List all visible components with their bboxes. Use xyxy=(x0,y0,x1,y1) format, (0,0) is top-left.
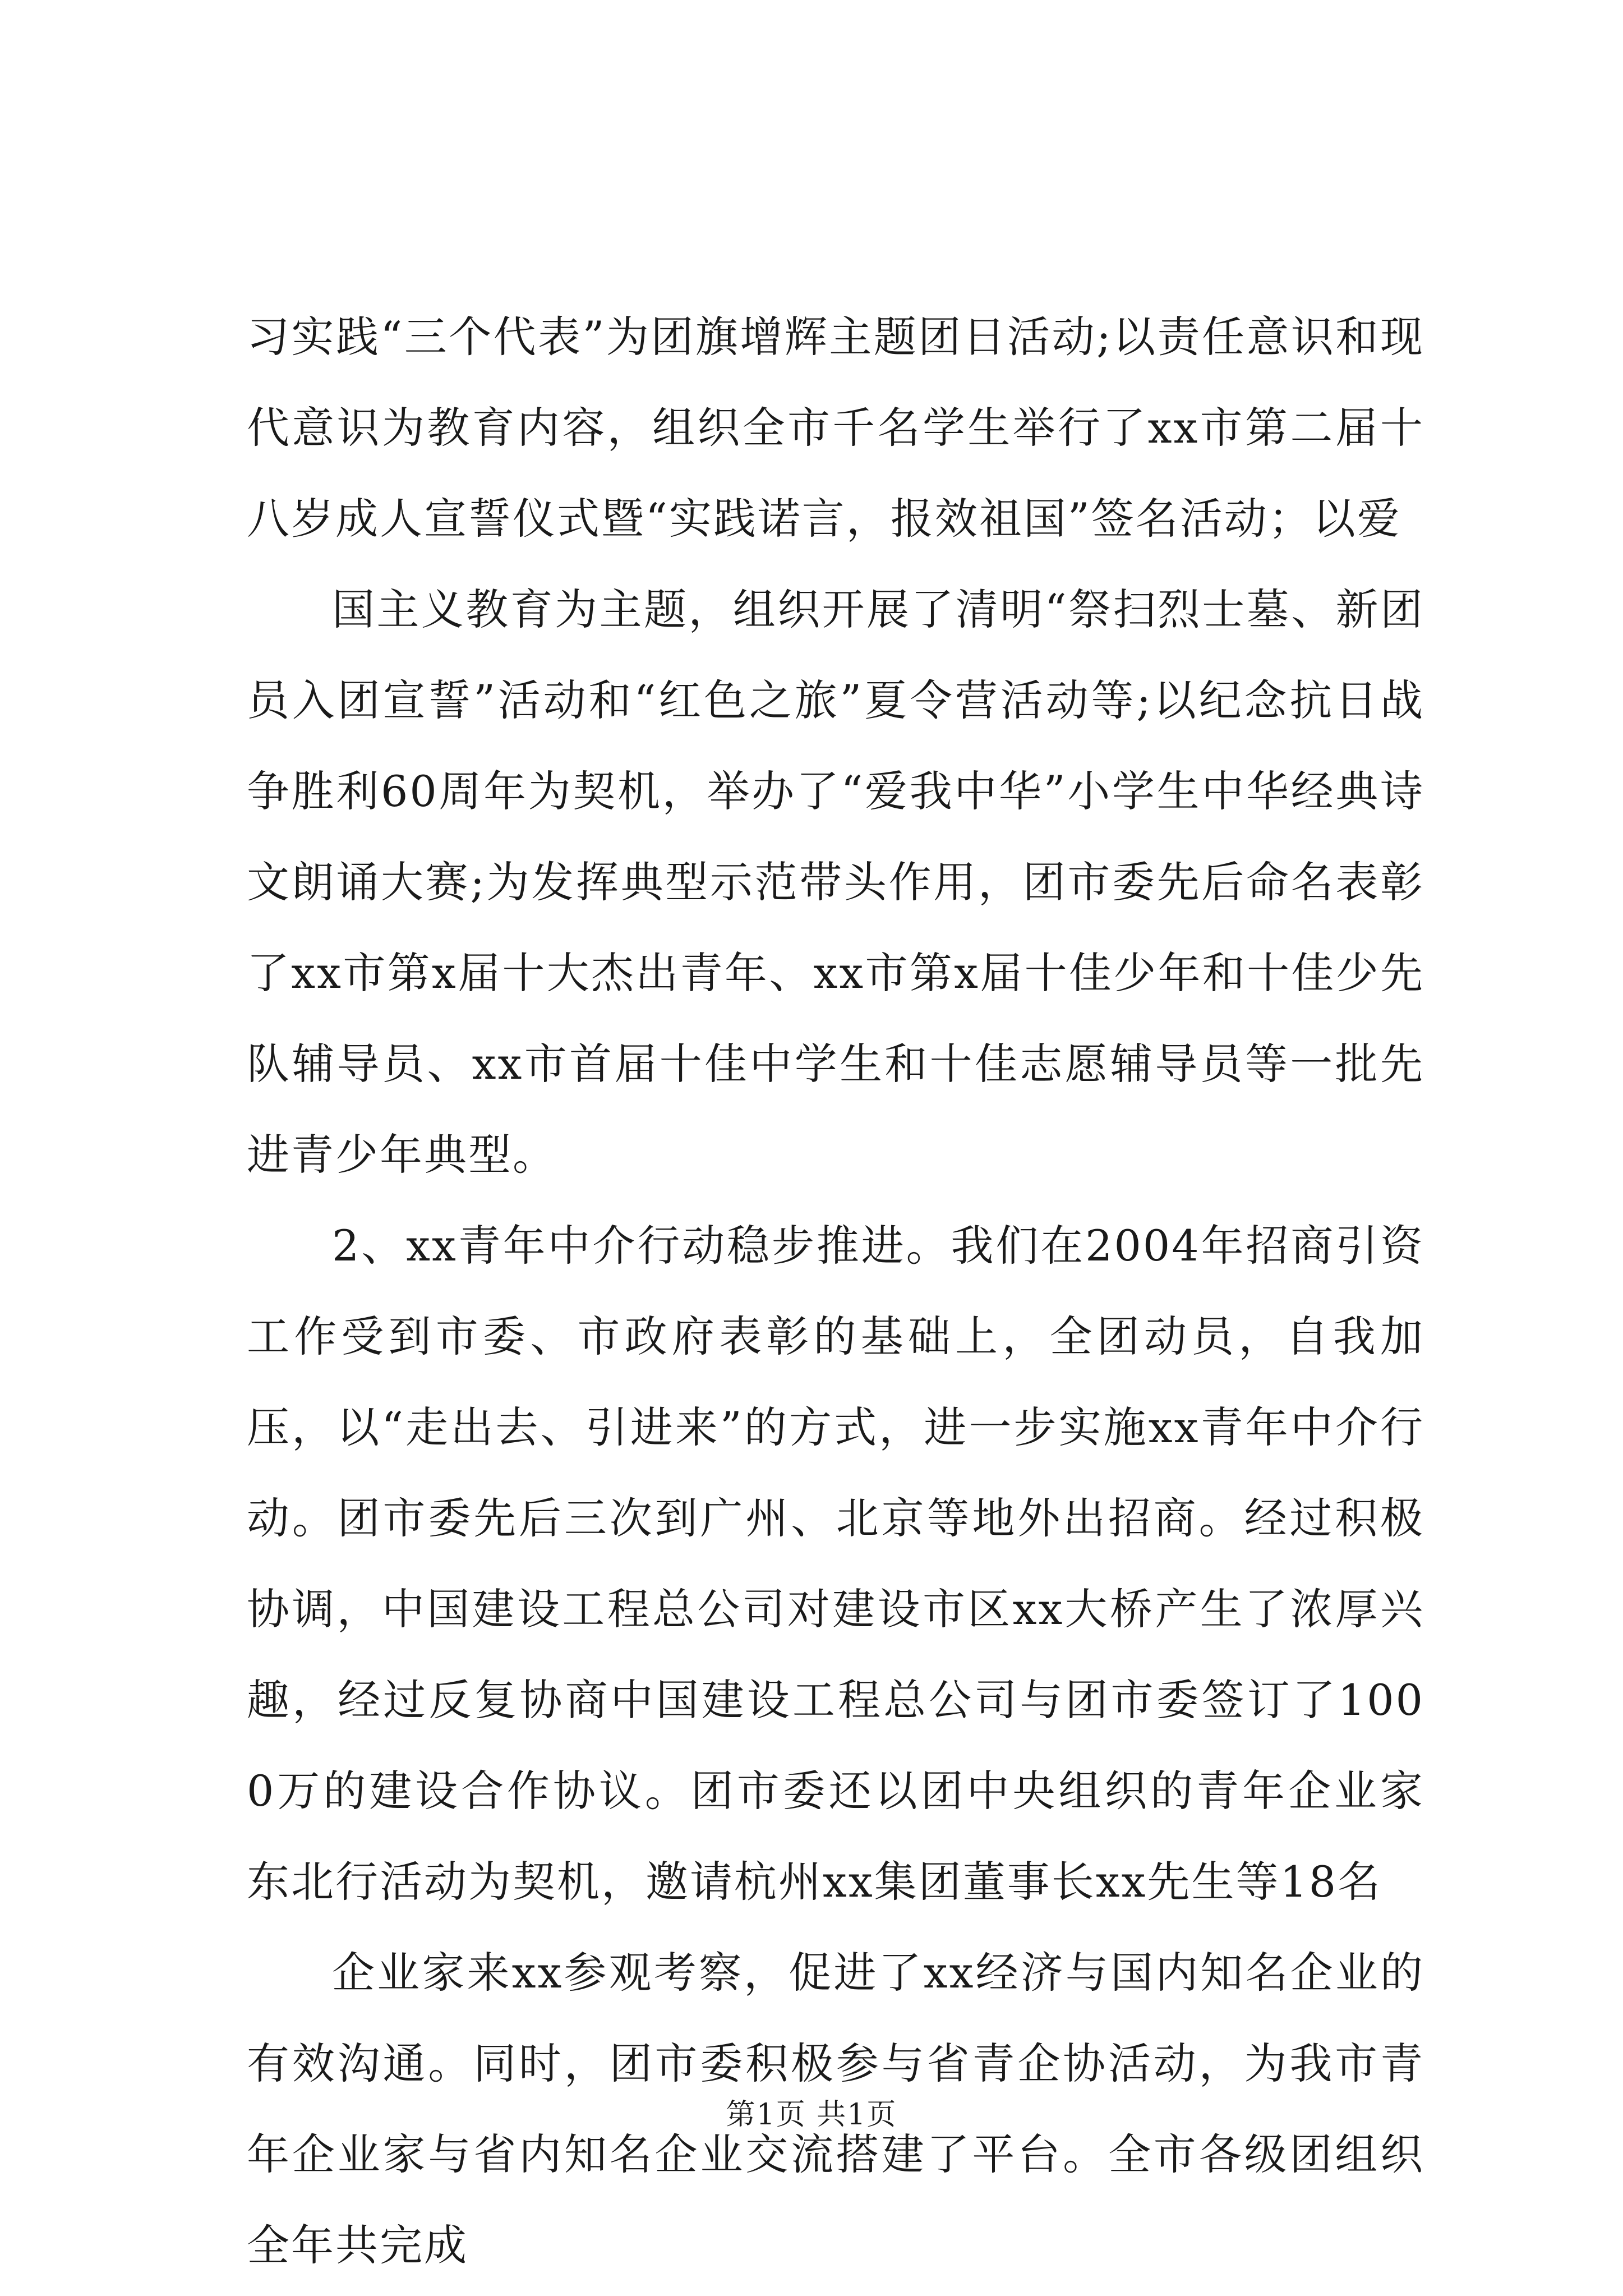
page-footer xyxy=(0,2095,1623,2134)
paragraph-4: 企业家来xx参观考察，促进了xx经济与国内知名企业的有效沟通。同时，团市委积极参与省青企协活动，为我市青年企业家与省内知名企业交流搭建了平台。全市各级团组织全年共完成 xyxy=(247,1948,1424,2270)
paragraph-1: 习实践“三个代表”为团旗增辉主题团日活动;以责任意识和现代意识为教育内容，组织全市千名学生举行了xx市第二届十八岁成人宣誓仪式暨“实践诺言，报效祖国”签名活动；以爱 xyxy=(247,312,1424,544)
page-number-label: 第1页 共1页 xyxy=(726,2098,897,2132)
paragraph-3: 2、xx青年中介行动稳步推进。我们在2004年招商引资工作受到市委、市政府表彰的基础上，全团动员，自我加压，以“走出去、引进来”的方式，进一步实施xx青年中介行动。团市委先后三次到广州、北京等地外出招商。经过积极协调，中国建设工程总公司对建设市区xx大桥产生了浓厚兴趣，经过反复协商中国建设工程总公司与团市委签订了1000万的建设合作协议。团市委还以团中央组织的青年企业家东北行活动为契机，邀请杭州xx集团董事长xx先生等18名 xyxy=(247,1221,1424,1907)
paragraph-2: 国主义教育为主题，组织开展了清明“祭扫烈士墓、新团员入团宣誓”活动和“红色之旅”夏令营活动等;以纪念抗日战争胜利60周年为契机，举办了“爱我中华”小学生中华经典诗文朗诵大赛;为发挥典型示范带头作用，团市委先后命名表彰了xx市第x届十大杰出青年、xx市第x届十佳少年和十佳少先队辅导员、xx市首届十佳中学生和十佳志愿辅导员等一批先进青少年典型。 xyxy=(247,585,1424,1180)
document-body xyxy=(247,292,1424,2291)
